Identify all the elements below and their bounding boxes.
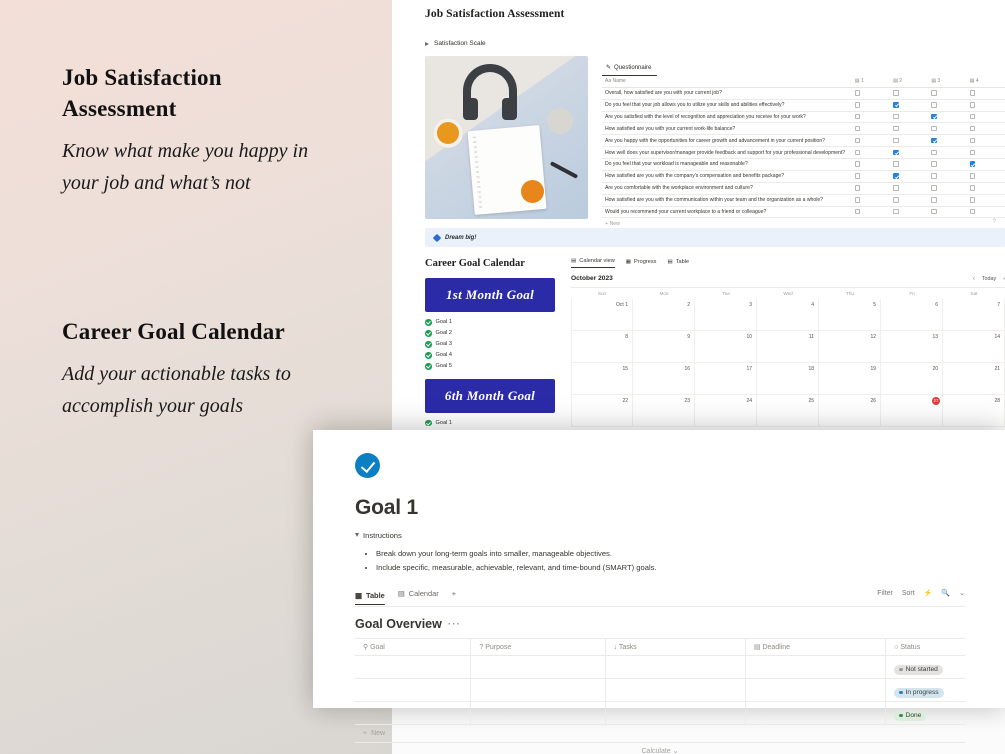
desk-photo bbox=[425, 56, 588, 219]
calendar-view-tabs bbox=[571, 258, 1005, 268]
tab-calendar[interactable] bbox=[398, 589, 439, 602]
calculate-button[interactable]: Calculate ⌄ bbox=[355, 742, 965, 754]
calendar-section-title: Career Goal Calendar bbox=[425, 258, 525, 269]
promo-block-2 bbox=[62, 316, 322, 422]
table-row[interactable] bbox=[602, 159, 1005, 171]
promo-subtitle-2: Add your actionable tasks to accomplish your goals bbox=[62, 363, 291, 417]
cell-goal[interactable] bbox=[355, 679, 471, 702]
tab-questionnaire[interactable] bbox=[602, 61, 657, 76]
checkbox-icon[interactable] bbox=[970, 114, 976, 120]
row-question: Overall, how satisfied are you with your current job? bbox=[602, 87, 852, 99]
checkbox-icon[interactable] bbox=[893, 173, 899, 179]
cell-status[interactable] bbox=[886, 656, 965, 679]
goal-label: Goal 1 bbox=[435, 419, 452, 426]
goal-label: Goal 5 bbox=[435, 363, 452, 370]
checkbox-icon[interactable] bbox=[855, 197, 861, 203]
sphere-decor-icon bbox=[547, 108, 573, 134]
check-circle-icon bbox=[425, 420, 432, 427]
checkbox-icon[interactable] bbox=[970, 197, 976, 203]
status-dot-icon bbox=[899, 714, 902, 717]
cell-tasks[interactable] bbox=[605, 656, 745, 679]
checkbox-icon[interactable] bbox=[970, 138, 976, 144]
checkbox-cell-1[interactable] bbox=[852, 99, 890, 111]
toggle-label: Satisfaction Scale bbox=[434, 40, 486, 47]
calendar-week-row bbox=[571, 395, 1005, 427]
checkbox-icon[interactable] bbox=[855, 209, 861, 215]
calendar-view bbox=[571, 258, 1005, 427]
goal-label: Goal 1 bbox=[435, 319, 452, 326]
questionnaire-table bbox=[602, 76, 1005, 218]
column-deadline[interactable]: ▤ Deadline bbox=[745, 639, 885, 656]
cell-deadline[interactable] bbox=[745, 702, 885, 725]
calendar-day-cell[interactable]: 24 bbox=[695, 395, 757, 427]
banner-sixth-month-goal: 6th Month Goal bbox=[425, 379, 555, 413]
checkbox-icon[interactable] bbox=[931, 90, 937, 96]
checkbox-cell-4[interactable] bbox=[967, 99, 1005, 111]
checkbox-icon[interactable] bbox=[970, 90, 976, 96]
checkbox-icon[interactable] bbox=[855, 161, 861, 167]
calendar-day-cell[interactable]: 17 bbox=[695, 363, 757, 395]
add-view-button[interactable]: + bbox=[451, 589, 457, 599]
chevron-right-icon bbox=[425, 42, 429, 46]
checkbox-icon[interactable] bbox=[970, 209, 976, 215]
today-indicator: 27 bbox=[933, 398, 939, 403]
checkbox-icon[interactable] bbox=[893, 126, 899, 132]
calendar-week-row bbox=[571, 363, 1005, 395]
row-question: Would you recommend your current workplace to a friend or colleague? bbox=[602, 206, 852, 218]
checkbox-cell-2[interactable] bbox=[890, 111, 928, 123]
calendar-day-cell[interactable]: 3 bbox=[695, 299, 757, 331]
table-header-row bbox=[355, 639, 965, 656]
tab-table-label: Table bbox=[675, 258, 690, 265]
cell-tasks[interactable] bbox=[605, 679, 745, 702]
tab-calendar-view-label: Calendar view bbox=[579, 258, 615, 264]
calendar-day-cell[interactable]: 20 bbox=[881, 363, 943, 395]
column-4[interactable]: ▤ 4 bbox=[967, 76, 1005, 87]
goal-label: Goal 2 bbox=[435, 330, 452, 337]
checkbox-icon[interactable] bbox=[970, 185, 976, 191]
checkbox-cell-3[interactable] bbox=[928, 99, 966, 111]
calendar-day-cell[interactable]: 16 bbox=[633, 363, 695, 395]
checkbox-icon[interactable] bbox=[931, 126, 937, 132]
checkbox-icon[interactable] bbox=[931, 102, 937, 108]
checkbox-icon[interactable] bbox=[970, 150, 976, 156]
checkbox-cell-1[interactable] bbox=[852, 182, 890, 194]
row-question: How satisfied are you with the company's compensation and benefits package? bbox=[602, 170, 852, 182]
checkbox-icon[interactable] bbox=[931, 209, 937, 215]
status-badge: In progress bbox=[894, 688, 943, 698]
checkbox-icon[interactable] bbox=[893, 197, 899, 203]
checkbox-cell-3[interactable] bbox=[928, 170, 966, 182]
callout-dream-big bbox=[425, 228, 1005, 247]
row-question: Are you satisfied with the level of recognition and appreciation you receive for your work? bbox=[602, 111, 852, 123]
calendar-day-cell[interactable] bbox=[881, 395, 943, 427]
filter-button[interactable]: Filter bbox=[877, 589, 893, 597]
column-1[interactable]: ▤ 1 bbox=[852, 76, 890, 87]
checkbox-cell-1[interactable] bbox=[852, 111, 890, 123]
calendar-day-cell[interactable]: 19 bbox=[819, 363, 881, 395]
calendar-day-cell[interactable]: 4 bbox=[757, 299, 819, 331]
search-icon[interactable]: 🔍 bbox=[941, 590, 951, 598]
checkbox-icon[interactable] bbox=[855, 114, 861, 120]
assessment-block bbox=[425, 56, 1005, 228]
checkbox-cell-2[interactable] bbox=[890, 182, 928, 194]
calendar-day-cell[interactable]: 2 bbox=[633, 299, 695, 331]
goal-overview-table bbox=[355, 638, 965, 725]
calendar-day-cell[interactable]: 26 bbox=[819, 395, 881, 427]
table-row[interactable] bbox=[602, 123, 1005, 135]
table-row[interactable] bbox=[602, 170, 1005, 182]
calendar-day-cell[interactable]: 9 bbox=[633, 331, 695, 363]
checkbox-cell-4[interactable] bbox=[967, 194, 1005, 206]
checkbox-icon[interactable] bbox=[893, 150, 899, 156]
checkbox-icon[interactable] bbox=[893, 90, 899, 96]
checkbox-cell-1[interactable] bbox=[852, 87, 890, 99]
database-toolbar bbox=[877, 589, 965, 597]
calendar-day-cell[interactable]: 12 bbox=[819, 331, 881, 363]
pencil-icon: ✎ bbox=[606, 65, 612, 71]
tab-table-label: Table bbox=[365, 590, 385, 600]
promo-title-1: Job Satisfaction Assessment bbox=[62, 65, 222, 122]
questionnaire-rows bbox=[602, 87, 1005, 218]
calendar-week-row bbox=[571, 331, 1005, 363]
checkbox-cell-2[interactable] bbox=[890, 147, 928, 159]
checkbox-cell-2[interactable] bbox=[890, 194, 928, 206]
column-tasks[interactable]: ↓ Tasks bbox=[605, 639, 745, 656]
calendar-day-cell[interactable]: 21 bbox=[943, 363, 1005, 395]
checkbox-cell-3[interactable] bbox=[928, 87, 966, 99]
table-row[interactable] bbox=[602, 87, 1005, 99]
checkbox-cell-3[interactable] bbox=[928, 182, 966, 194]
toggle-instructions[interactable] bbox=[355, 531, 965, 540]
calendar-day-cell[interactable]: 23 bbox=[633, 395, 695, 427]
diamond-icon bbox=[433, 233, 441, 241]
check-circle-icon bbox=[425, 319, 432, 326]
checkbox-cell-1[interactable] bbox=[852, 159, 890, 171]
tab-calendar-view[interactable] bbox=[571, 258, 615, 268]
check-circle-icon bbox=[355, 453, 380, 478]
checkbox-cell-2[interactable] bbox=[890, 135, 928, 147]
cell-purpose[interactable] bbox=[471, 656, 605, 679]
calendar-icon: ▤ bbox=[397, 589, 405, 599]
calendar-day-cell[interactable]: 11 bbox=[757, 331, 819, 363]
checkbox-icon[interactable] bbox=[893, 102, 899, 108]
checkbox-icon[interactable] bbox=[855, 185, 861, 191]
table-icon: ▦ bbox=[355, 590, 362, 600]
calendar-grid bbox=[571, 287, 1005, 427]
weekday-header: Sun bbox=[597, 291, 607, 296]
table-row[interactable] bbox=[602, 206, 1005, 218]
calendar-day-cell[interactable]: 8 bbox=[571, 331, 633, 363]
checkbox-cell-4[interactable] bbox=[967, 182, 1005, 194]
weekday-header: Tue bbox=[722, 291, 730, 296]
checkbox-cell-2[interactable] bbox=[890, 99, 928, 111]
checkbox-icon[interactable] bbox=[970, 102, 976, 108]
checkbox-cell-3[interactable] bbox=[928, 194, 966, 206]
checkbox-cell-1[interactable] bbox=[852, 123, 890, 135]
row-question: How satisfied are you with your current work-life balance? bbox=[602, 123, 852, 135]
chart-icon: ▦ bbox=[625, 258, 632, 265]
questionnaire-database bbox=[602, 56, 1005, 227]
cell-purpose[interactable] bbox=[471, 679, 605, 702]
table-row[interactable] bbox=[355, 679, 965, 702]
calendar-day-cell[interactable]: 7 bbox=[943, 299, 1005, 331]
table-row[interactable] bbox=[602, 99, 1005, 111]
tab-progress[interactable] bbox=[626, 259, 657, 268]
calendar-day-cell[interactable]: 6 bbox=[881, 299, 943, 331]
calendar-day-cell[interactable]: 22 bbox=[571, 395, 633, 427]
row-question: How well does your supervisor/manager provide feedback and support for your professional development? bbox=[602, 147, 852, 159]
weekday-header: Mon bbox=[659, 291, 669, 296]
checkbox-cell-1[interactable] bbox=[852, 135, 890, 147]
checkbox-cell-3[interactable] bbox=[928, 159, 966, 171]
tab-progress-label: Progress bbox=[634, 258, 657, 265]
checkbox-icon[interactable] bbox=[970, 161, 976, 167]
cell-purpose[interactable] bbox=[471, 702, 605, 725]
instruction-item: • Break down your long-term goals into smaller, manageable objectives. bbox=[376, 547, 965, 561]
headphones-icon bbox=[463, 64, 517, 108]
checkbox-cell-4[interactable] bbox=[967, 206, 1005, 218]
toggle-satisfaction-scale[interactable] bbox=[425, 40, 1005, 47]
status-dot-icon bbox=[899, 691, 902, 694]
checkbox-cell-4[interactable] bbox=[967, 123, 1005, 135]
checkbox-cell-3[interactable] bbox=[928, 206, 966, 218]
cell-deadline[interactable] bbox=[745, 679, 885, 702]
calendar-day-cell[interactable]: 18 bbox=[757, 363, 819, 395]
status-badge: Done bbox=[894, 711, 926, 721]
checkbox-icon[interactable] bbox=[855, 126, 861, 132]
promo-title-2: Career Goal Calendar bbox=[62, 319, 285, 344]
orange-fruit-icon bbox=[521, 180, 544, 203]
database-title-row bbox=[355, 617, 965, 631]
calendar-day-cell[interactable]: 25 bbox=[757, 395, 819, 427]
checkbox-cell-4[interactable] bbox=[967, 135, 1005, 147]
next-month-button[interactable]: › bbox=[1003, 275, 1005, 282]
calendar-day-cell[interactable]: 13 bbox=[881, 331, 943, 363]
new-row-button[interactable]: + New bbox=[605, 221, 620, 228]
calendar-day-cell[interactable]: 5 bbox=[819, 299, 881, 331]
checkbox-icon[interactable] bbox=[855, 102, 861, 108]
instruction-item: • Include specific, measurable, achievable, relevant, and time-bound (SMART) goals. bbox=[376, 561, 965, 575]
table-header-row bbox=[602, 76, 1005, 87]
row-question: Are you comfortable with the workplace environment and culture? bbox=[602, 182, 852, 194]
table-row[interactable] bbox=[355, 656, 965, 679]
cell-deadline[interactable] bbox=[745, 656, 885, 679]
checkbox-cell-3[interactable] bbox=[928, 111, 966, 123]
calendar-weekday-header bbox=[571, 288, 1005, 299]
weekday-header: Fri bbox=[909, 291, 915, 296]
goal-overview-rows bbox=[355, 656, 965, 725]
checkbox-cell-4[interactable] bbox=[967, 147, 1005, 159]
checkbox-cell-1[interactable] bbox=[852, 170, 890, 182]
checkbox-cell-3[interactable] bbox=[928, 123, 966, 135]
weekday-header: Wed bbox=[783, 291, 793, 296]
checkbox-icon[interactable] bbox=[855, 173, 861, 179]
status-dot-icon bbox=[899, 668, 902, 671]
calendar-day-cell[interactable]: 14 bbox=[943, 331, 1005, 363]
checkbox-icon[interactable] bbox=[893, 138, 899, 144]
calendar-day-cell[interactable]: 10 bbox=[695, 331, 757, 363]
calendar-icon: ▤ bbox=[571, 258, 577, 264]
checkbox-icon[interactable] bbox=[893, 185, 899, 191]
tab-questionnaire-label: Questionnaire bbox=[614, 64, 652, 71]
checkbox-icon[interactable] bbox=[931, 173, 937, 179]
check-circle-icon bbox=[425, 363, 432, 370]
checkbox-icon[interactable] bbox=[931, 161, 937, 167]
career-goal-calendar-block bbox=[425, 258, 1005, 442]
tab-calendar-label: Calendar bbox=[408, 589, 439, 599]
checkbox-icon[interactable] bbox=[931, 185, 937, 191]
calendar-day-cell[interactable]: Oct 1 bbox=[571, 299, 633, 331]
checkbox-icon[interactable] bbox=[855, 138, 861, 144]
check-circle-icon bbox=[425, 330, 432, 337]
table-row[interactable] bbox=[355, 702, 965, 725]
check-circle-icon bbox=[425, 352, 432, 359]
checkbox-cell-1[interactable] bbox=[852, 194, 890, 206]
checkbox-cell-2[interactable] bbox=[890, 87, 928, 99]
instructions-label: Instructions bbox=[363, 531, 402, 540]
checkbox-cell-3[interactable] bbox=[928, 147, 966, 159]
row-question: Do you feel that your workload is manageable and reasonable? bbox=[602, 159, 852, 171]
calendar-weeks bbox=[571, 299, 1005, 427]
checkbox-icon[interactable] bbox=[893, 161, 899, 167]
instructions-list bbox=[355, 547, 965, 575]
goal-detail-card bbox=[313, 430, 1005, 754]
database-view-tabs bbox=[355, 589, 965, 607]
checkbox-icon[interactable] bbox=[855, 150, 861, 156]
column-3[interactable]: ▤ 3 bbox=[928, 76, 966, 87]
today-button[interactable]: Today bbox=[981, 275, 997, 282]
row-question: How satisfied are you with the communication within your team and the organization as a whole? bbox=[602, 194, 852, 206]
checkbox-cell-4[interactable] bbox=[967, 111, 1005, 123]
cell-goal[interactable] bbox=[355, 656, 471, 679]
help-badge[interactable]: ? bbox=[992, 218, 996, 225]
table-row[interactable] bbox=[602, 194, 1005, 206]
database-menu-button[interactable]: ··· bbox=[447, 618, 461, 630]
checkbox-cell-2[interactable] bbox=[890, 123, 928, 135]
checkbox-icon[interactable] bbox=[931, 150, 937, 156]
callout-text: Dream big! bbox=[445, 234, 477, 241]
new-row-button[interactable]: + New bbox=[363, 730, 386, 738]
tab-table[interactable] bbox=[667, 259, 689, 268]
table-icon: ▤ bbox=[667, 258, 673, 265]
checkbox-icon[interactable] bbox=[970, 126, 976, 132]
goal-label: Goal 3 bbox=[435, 341, 452, 348]
table-row[interactable] bbox=[602, 182, 1005, 194]
pen-icon bbox=[550, 161, 578, 179]
checkbox-cell-4[interactable] bbox=[967, 170, 1005, 182]
checkbox-cell-1[interactable] bbox=[852, 206, 890, 218]
promo-subtitle-1: Know what make you happy in your job and what’s not bbox=[62, 140, 309, 194]
calendar-day-cell[interactable]: 15 bbox=[571, 363, 633, 395]
cell-status[interactable] bbox=[886, 702, 965, 725]
goal-label: Goal 4 bbox=[435, 352, 452, 359]
column-status[interactable]: ○ Status bbox=[886, 639, 965, 656]
calendar-month-bar bbox=[571, 275, 1005, 282]
calendar-nav bbox=[973, 276, 1005, 282]
banner-first-month-goal: 1st Month Goal bbox=[425, 278, 555, 312]
table-row[interactable] bbox=[602, 147, 1005, 159]
checkbox-cell-2[interactable] bbox=[890, 206, 928, 218]
calendar-month-label: October 2023 bbox=[571, 275, 613, 282]
table-row[interactable] bbox=[602, 111, 1005, 123]
checkbox-icon[interactable] bbox=[931, 197, 937, 203]
checkbox-cell-3[interactable] bbox=[928, 135, 966, 147]
sort-button[interactable]: Sort bbox=[901, 589, 915, 597]
cell-tasks[interactable] bbox=[605, 702, 745, 725]
status-badge: Not started bbox=[894, 665, 943, 675]
checkbox-icon[interactable] bbox=[931, 138, 937, 144]
chevron-down-icon bbox=[355, 533, 359, 539]
checkbox-icon[interactable] bbox=[893, 209, 899, 215]
table-row[interactable] bbox=[602, 135, 1005, 147]
row-question: Are you happy with the opportunities for career growth and advancement in your current position? bbox=[602, 135, 852, 147]
checkbox-icon[interactable] bbox=[893, 114, 899, 120]
column-name[interactable]: Aa Name bbox=[602, 76, 852, 87]
checkbox-icon[interactable] bbox=[855, 90, 861, 96]
weekday-header: Sat bbox=[970, 291, 978, 296]
checkbox-cell-2[interactable] bbox=[890, 159, 928, 171]
column-2[interactable]: ▤ 2 bbox=[890, 76, 928, 87]
coffee-cup-icon bbox=[433, 118, 463, 148]
column-purpose[interactable]: ? Purpose bbox=[471, 639, 605, 656]
cell-status[interactable] bbox=[886, 679, 965, 702]
checkbox-icon[interactable] bbox=[970, 173, 976, 179]
checkbox-cell-2[interactable] bbox=[890, 170, 928, 182]
page-title: Job Satisfaction Assessment bbox=[425, 8, 565, 20]
checkbox-cell-1[interactable] bbox=[852, 147, 890, 159]
automation-icon[interactable]: ⚡ bbox=[923, 590, 933, 598]
calendar-day-cell[interactable]: 28 bbox=[943, 395, 1005, 427]
cell-goal[interactable] bbox=[355, 702, 471, 725]
calendar-week-row bbox=[571, 299, 1005, 331]
tab-table[interactable] bbox=[355, 591, 385, 605]
promo-block-1 bbox=[62, 62, 322, 199]
check-circle-icon bbox=[425, 341, 432, 348]
document-header bbox=[425, 8, 1005, 47]
weekday-header: Thu bbox=[846, 291, 854, 296]
checkbox-icon[interactable] bbox=[931, 114, 937, 120]
column-goal[interactable]: ⚲ Goal bbox=[355, 639, 471, 656]
prev-month-button[interactable]: ‹ bbox=[973, 275, 975, 282]
checkbox-cell-4[interactable] bbox=[967, 87, 1005, 99]
checkbox-cell-4[interactable] bbox=[967, 159, 1005, 171]
database-title: Goal Overview bbox=[355, 617, 442, 632]
row-question: Do you feel that your job allows you to utilize your skills and abilities effectively? bbox=[602, 99, 852, 111]
goal-title: Goal 1 bbox=[355, 496, 418, 519]
chevron-down-icon[interactable]: ⌄ bbox=[959, 590, 965, 598]
